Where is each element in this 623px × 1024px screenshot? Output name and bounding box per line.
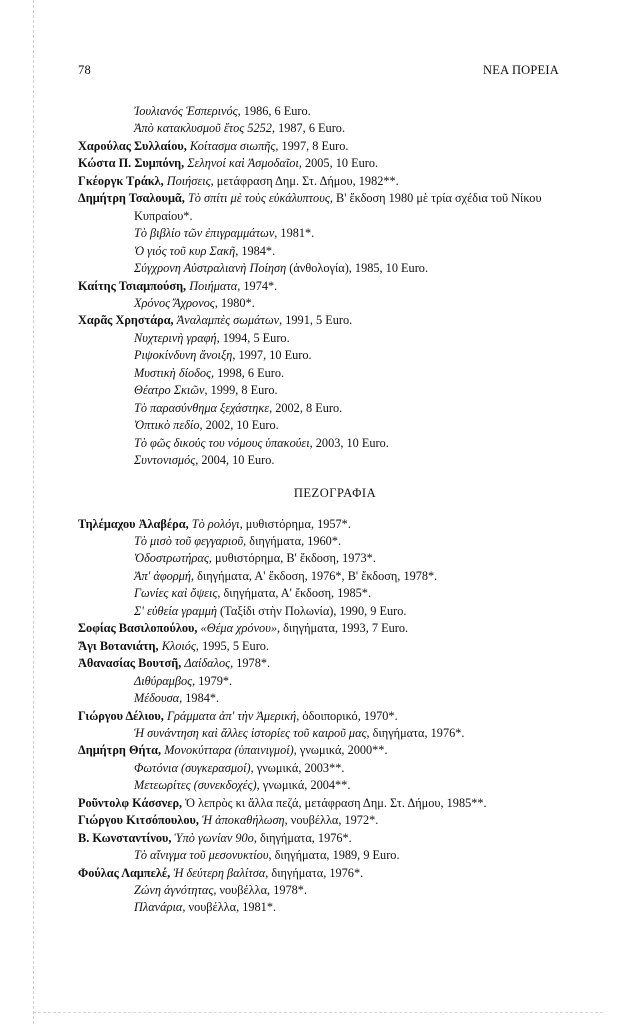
entry-title: Τὸ βιβλίο τῶν ἐπιγραμμάτων xyxy=(134,226,275,241)
entry-details: , 1980*. xyxy=(214,295,255,310)
entry-author: Ἀθανασίας Βουτσῆ, xyxy=(78,656,182,671)
catalogue-entry xyxy=(78,760,568,777)
section-heading-prose: ΠΕΖΟΓΡΑΦΙΑ xyxy=(293,485,377,500)
entry-details: , 1999, 8 Euro. xyxy=(204,383,278,398)
entry-details: , ὁδοιπορικό, 1970*. xyxy=(296,708,398,723)
entry-details: , 1986, 6 Euro. xyxy=(237,104,311,118)
entry-title: Μετεωρίτες (συνεκδοχές) xyxy=(134,778,257,793)
entry-author: Δημήτρη Τσαλουμᾶ, xyxy=(78,191,185,206)
entry-author: Κώστα Π. Συμπόνη, xyxy=(78,156,185,171)
entry-title: Ποιήσεις xyxy=(166,173,211,188)
entry-author: Γιώργου Κιτσόπουλου, xyxy=(78,813,199,828)
entry-author: Χαρούλας Συλλαίου, xyxy=(78,138,187,153)
entry-title: Τὸ αἴνιγμα τοῦ μεσονυκτίου xyxy=(134,848,269,863)
catalogue-entry xyxy=(78,777,568,794)
entry-details: (ἀνθολογία), 1985, 10 Euro. xyxy=(286,261,429,276)
catalogue-list xyxy=(78,103,568,917)
page-bottom-line xyxy=(33,1012,603,1013)
entry-details: (Ταξίδι στὴν Πολωνία), 1990, 9 Euro. xyxy=(216,603,407,618)
entry-details: , 2002, 8 Euro. xyxy=(269,400,343,415)
entry-author: Καίτης Τσιαμπούση, xyxy=(78,278,187,293)
entry-details: , μυθιστόρημα, Β' ἔκδοση, 1973*. xyxy=(208,551,376,566)
entry-title: Ἀπὸ κατακλυσμοῦ ἔτος 5252 xyxy=(134,121,272,136)
catalogue-entry xyxy=(78,173,568,190)
catalogue-entry xyxy=(78,847,568,864)
entry-title: Γωνίες καὶ ὄψεις xyxy=(134,586,218,601)
catalogue-entry xyxy=(78,655,568,672)
entry-details: , 1981*. xyxy=(274,226,315,241)
entry-details: , 1998, 6 Euro. xyxy=(210,365,285,380)
entry-author: Γκέοργκ Τράκλ, xyxy=(78,173,164,188)
catalogue-entry xyxy=(78,830,568,847)
catalogue-entry xyxy=(78,795,568,812)
entry-title: Θέατρο Σκιῶν xyxy=(134,383,205,398)
catalogue-entry xyxy=(78,278,568,295)
catalogue-entry xyxy=(78,620,568,637)
catalogue-entry xyxy=(78,347,568,364)
catalogue-entry xyxy=(78,708,568,725)
entry-title: Σύγχρονη Αὐστραλιανὴ Ποίηση xyxy=(134,261,287,276)
catalogue-entry xyxy=(78,400,568,417)
catalogue-entry xyxy=(78,690,568,707)
poetry-section xyxy=(78,103,568,470)
entry-details: , γνωμικά, 2003**. xyxy=(250,760,345,775)
entry-title: Ἡ συνάντηση καὶ ἄλλες ἱστορίες τοῦ καιροῦ μας xyxy=(134,725,367,740)
entry-title: Σεληνοί καὶ Ἀσμοδαῖοι xyxy=(187,156,299,171)
running-title: ΝΕΑ ΠΟΡΕΙΑ xyxy=(483,63,559,77)
entry-details: , νουβέλλα, 1981*. xyxy=(182,900,277,915)
entry-details: , 2002, 10 Euro. xyxy=(199,418,279,433)
entry-title: Μονοκύτταρα (ὑπαινιγμοί) xyxy=(164,743,294,758)
entry-author: Γιώργου Δέλιου, xyxy=(78,708,164,723)
catalogue-entry xyxy=(78,138,568,155)
catalogue-entry xyxy=(78,382,568,399)
entry-details: Ὁ λεπρὸς κι ἄλλα πεζά, μετάφραση Δημ. Στ. Δήμου, 1985**. xyxy=(185,795,487,810)
catalogue-entry xyxy=(78,638,568,655)
catalogue-entry xyxy=(78,568,568,585)
entry-details: , διηγήματα, 1960*. xyxy=(243,533,342,548)
entry-title: «Θέμα χρόνου» xyxy=(200,621,277,636)
entry-details: , 1979*. xyxy=(192,673,233,688)
entry-author: Φούλας Λαμπελέ, xyxy=(78,865,171,880)
catalogue-entry xyxy=(78,225,568,242)
entry-title: Χρόνος Ἄχρονος xyxy=(134,295,215,310)
entry-title: Κλοιός xyxy=(161,638,196,653)
entry-title: Ποιήματα xyxy=(189,278,238,293)
entry-title: Ὁ γιός τοῦ κυρ Σακῆ xyxy=(134,243,236,258)
entry-details: , διηγήματα, 1976*. xyxy=(253,830,352,845)
entry-title: Τὸ ρολόγι xyxy=(191,516,240,531)
page-number: 78 xyxy=(78,63,91,77)
entry-details: , 1995, 5 Euro. xyxy=(195,638,270,653)
entry-details: , νουβέλλα, 1978*. xyxy=(213,883,308,898)
catalogue-entry xyxy=(78,725,568,742)
entry-author: Σοφίας Βασιλοπούλου, xyxy=(78,621,198,636)
entry-title: Τὸ μισὸ τοῦ φεγγαριοῦ xyxy=(134,533,244,548)
catalogue-entry xyxy=(78,533,568,550)
catalogue-entry xyxy=(78,417,568,434)
entry-details: , νουβέλλα, 1972*. xyxy=(284,813,379,828)
catalogue-entry xyxy=(78,812,568,829)
entry-details: , διηγήματα, 1976*. xyxy=(366,725,465,740)
catalogue-entry xyxy=(78,312,568,329)
entry-details: , 1991, 5 Euro. xyxy=(279,313,353,328)
catalogue-entry xyxy=(78,365,568,382)
entry-details: , διηγήματα, 1993, 7 Euro. xyxy=(276,621,409,636)
catalogue-entry xyxy=(78,673,568,690)
catalogue-entry xyxy=(78,452,568,469)
entry-details: , διηγήματα, 1976*. xyxy=(265,865,364,880)
prose-section xyxy=(78,516,568,917)
entry-details: , 1987, 6 Euro. xyxy=(271,121,346,136)
catalogue-entry xyxy=(78,295,568,312)
entry-author: Β. Κωνσταντίνου, xyxy=(78,830,172,845)
entry-details: , διηγήματα, 1989, 9 Euro. xyxy=(268,848,400,863)
entry-title: Διθύραμβος xyxy=(134,673,193,688)
entry-title: Κοίτασμα σιωπῆς xyxy=(189,138,276,153)
entry-title: Τὸ σπίτι μὲ τοὺς εὐκάλυπτους xyxy=(187,191,330,206)
entry-author: Ροῦντολφ Κάσσνερ, xyxy=(78,795,183,810)
entry-details: , 1978*. xyxy=(230,656,271,671)
entry-title: Τὸ παρασύνθημα ξεχάστηκε xyxy=(134,400,270,415)
entry-details: , διηγήματα, Α' ἔκδοση, 1976*, Β' ἔκδοση, 1978*. xyxy=(190,568,438,583)
catalogue-entry xyxy=(78,120,568,137)
entry-author: Τηλέμαχου Ἀλαβέρα, xyxy=(78,516,189,531)
entry-title: Πλανάρια xyxy=(134,900,183,915)
entry-details: , 1984*. xyxy=(235,243,276,258)
entry-title: Μέδουσα xyxy=(134,691,180,706)
catalogue-entry xyxy=(78,435,568,452)
catalogue-entry xyxy=(78,742,568,759)
catalogue-entry xyxy=(78,585,568,602)
entry-title: Ἀναλαμπὲς σωμάτων xyxy=(176,313,280,328)
catalogue-entry xyxy=(78,330,568,347)
entry-title: Συντονισμός xyxy=(134,453,196,468)
entry-details: , Β' ἔκδοση 1980 μὲ τρία σχέδια τοῦ Νίκου Κυπραίου*. xyxy=(134,191,542,223)
entry-author: Χαρᾶς Χρηστάρα, xyxy=(78,313,174,328)
catalogue-entry xyxy=(78,243,568,260)
catalogue-entry xyxy=(78,155,568,172)
entry-details: , γνωμικά, 2004**. xyxy=(256,778,351,793)
entry-details: , 1974*. xyxy=(237,278,278,293)
entry-title: Γράμματα ἀπ' τὴν Ἀμερική xyxy=(166,708,297,723)
entry-details: , 1984*. xyxy=(179,691,220,706)
entry-details: , 1994, 5 Euro. xyxy=(216,330,290,345)
catalogue-entry xyxy=(78,882,568,899)
entry-details: , 1997, 8 Euro. xyxy=(275,138,349,153)
entry-title: Ἀπ' ἀφορμή xyxy=(134,568,191,583)
entry-title: Ριψοκίνδυνη ἄνοιξη xyxy=(134,348,233,363)
entry-details: , 2004, 10 Euro. xyxy=(195,453,275,468)
entry-title: Ἰουλιανός Ἑσπερινός xyxy=(134,104,238,118)
catalogue-entry xyxy=(78,899,568,916)
entry-details: , μυθιστόρημα, 1957*. xyxy=(239,516,351,531)
entry-title: Δαίδαλος xyxy=(184,656,231,671)
entry-details: , γνωμικά, 2000**. xyxy=(293,743,388,758)
entry-title: Ὁδοστρωτήρας xyxy=(134,551,209,566)
entry-title: Ζώνη ἁγνότητας xyxy=(134,883,214,898)
entry-author: Ἄγι Βοτανιάτη, xyxy=(78,638,159,653)
entry-details: , διηγήματα, Α' ἔκδοση, 1985*. xyxy=(217,586,372,601)
page-edge-line xyxy=(33,0,35,1024)
entry-title: Ἡ ἀποκαθήλωση xyxy=(202,813,285,828)
entry-title: Μυστικὴ δίοδος xyxy=(134,365,211,380)
entry-title: Νυχτερινὴ γραφή xyxy=(134,330,217,345)
catalogue-entry xyxy=(78,516,568,533)
catalogue-entry xyxy=(78,550,568,567)
catalogue-entry xyxy=(78,190,568,225)
entry-title: Τὸ φῶς δικούς του νόμους ὑπακούει xyxy=(134,435,310,450)
entry-author: Δημήτρη Θήτα, xyxy=(78,743,162,758)
entry-title: Σ' εὐθεία γραμμὴ xyxy=(134,603,217,618)
entry-title: Φωτόνια (συγκερασμοί) xyxy=(134,760,251,775)
catalogue-entry xyxy=(78,603,568,620)
entry-title: Ὀπτικὸ πεδίο xyxy=(134,418,200,433)
entry-details: , μετάφραση Δημ. Στ. Δήμου, 1982**. xyxy=(210,173,399,188)
entry-details: , 2003, 10 Euro. xyxy=(309,435,389,450)
catalogue-entry xyxy=(78,103,568,120)
catalogue-entry xyxy=(78,865,568,882)
entry-details: , 1997, 10 Euro. xyxy=(232,348,312,363)
entry-title: Ἡ δεύτερη βαλίτσα xyxy=(173,865,266,880)
catalogue-entry xyxy=(78,260,568,277)
entry-title: Ὑπὸ γωνίαν 90ο xyxy=(174,830,254,845)
entry-details: , 2005, 10 Euro. xyxy=(298,156,379,171)
